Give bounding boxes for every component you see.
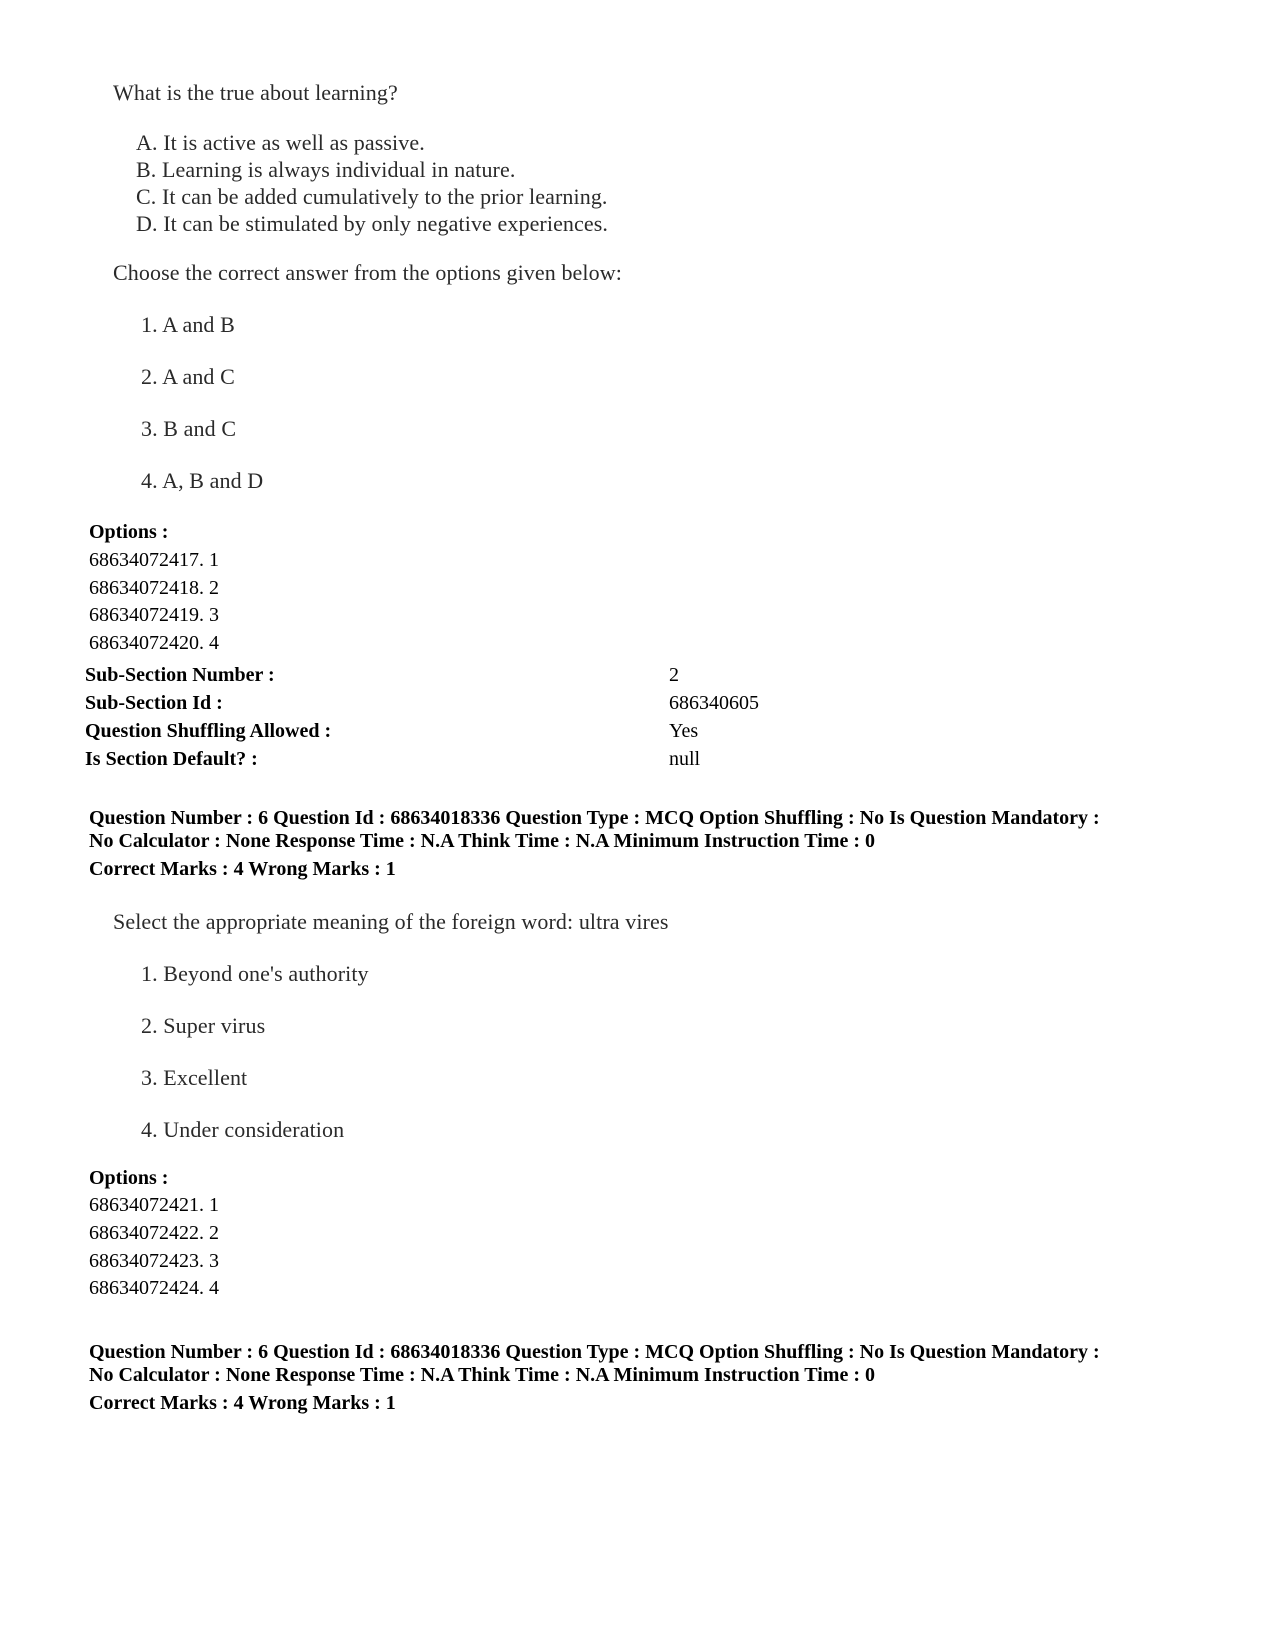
q6-repeat-meta-line-2: No Calculator : None Response Time : N.A Think Time : N.A Minimum Instruction Time : 0 xyxy=(89,1364,875,1386)
q5-statement-c: C. It can be added cumulatively to the prior learning. xyxy=(136,184,608,209)
q6-repeat-meta-line-1: Question Number : 6 Question Id : 68634018336 Question Type : MCQ Option Shuffling : No Is Question Mandatory : xyxy=(89,1341,1100,1363)
q6-option-2: 68634072422. 2 xyxy=(89,1222,219,1244)
q5-statement-b: B. Learning is always individual in nature. xyxy=(136,157,516,182)
q6-option-1: 68634072421. 1 xyxy=(89,1194,219,1216)
q5-option-3: 68634072419. 3 xyxy=(89,604,219,626)
q6-option-4: 68634072424. 4 xyxy=(89,1277,219,1299)
q6-repeat-marks: Correct Marks : 4 Wrong Marks : 1 xyxy=(89,1392,396,1414)
q5-choice-2: 2. A and C xyxy=(141,364,235,389)
q5-stem: What is the true about learning? xyxy=(113,80,398,105)
q5-option-4: 68634072420. 4 xyxy=(89,632,219,654)
question-shuffling-label: Question Shuffling Allowed : xyxy=(85,720,332,742)
subsection-id-label: Sub-Section Id : xyxy=(85,692,223,714)
q6-choice-2: 2. Super virus xyxy=(141,1013,266,1038)
q6-choice-1: 1. Beyond one's authority xyxy=(141,961,369,986)
q6-choice-4: 4. Under consideration xyxy=(141,1117,345,1142)
q5-option-1: 68634072417. 1 xyxy=(89,549,219,571)
q5-choice-3: 3. B and C xyxy=(141,416,237,441)
subsection-number-label: Sub-Section Number : xyxy=(85,664,275,686)
subsection-id-value: 686340605 xyxy=(669,692,759,714)
q5-statement-d: D. It can be stimulated by only negative experiences. xyxy=(136,211,609,236)
q5-choice-4: 4. A, B and D xyxy=(141,468,264,493)
q5-choice-1: 1. A and B xyxy=(141,312,235,337)
q5-statement-a: A. It is active as well as passive. xyxy=(136,130,425,155)
q6-choice-3: 3. Excellent xyxy=(141,1065,248,1090)
q6-meta-line-1: Question Number : 6 Question Id : 68634018336 Question Type : MCQ Option Shuffling : No Is Question Mandatory : xyxy=(89,807,1100,829)
section-default-label: Is Section Default? : xyxy=(85,748,258,770)
q5-options-heading: Options : xyxy=(89,521,169,543)
section-default-value: null xyxy=(669,748,701,770)
q6-stem: Select the appropriate meaning of the foreign word: ultra vires xyxy=(113,909,669,934)
q6-meta-line-2: No Calculator : None Response Time : N.A Think Time : N.A Minimum Instruction Time : 0 xyxy=(89,830,875,852)
q5-instruction: Choose the correct answer from the options given below: xyxy=(113,260,622,285)
question-shuffling-value: Yes xyxy=(669,720,699,742)
q6-option-3: 68634072423. 3 xyxy=(89,1250,219,1272)
q6-options-heading: Options : xyxy=(89,1167,169,1189)
subsection-number-value: 2 xyxy=(669,664,679,686)
q5-option-2: 68634072418. 2 xyxy=(89,577,219,599)
q6-marks: Correct Marks : 4 Wrong Marks : 1 xyxy=(89,858,396,880)
